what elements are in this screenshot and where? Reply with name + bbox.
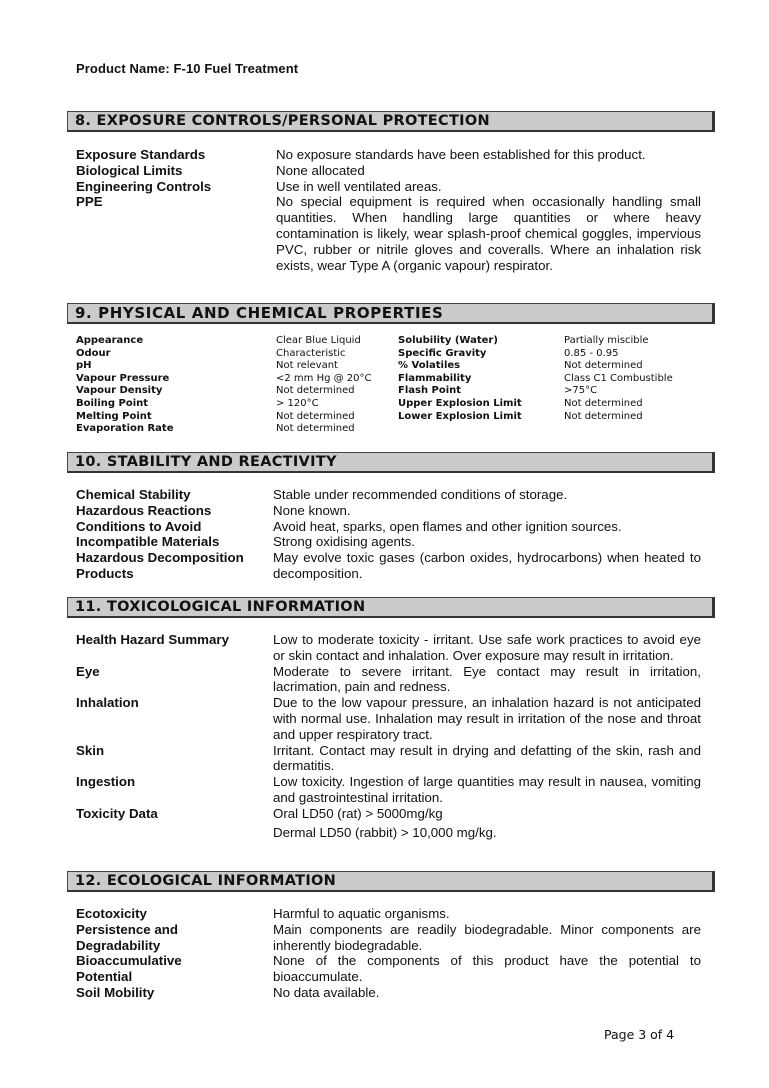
section-10-header: 10. STABILITY AND REACTIVITY — [67, 452, 715, 473]
section-8-body — [76, 147, 701, 273]
label: Health Hazard Summary — [76, 632, 229, 647]
value: Due to the low vapour pressure, an inhalation hazard is not anticipated with normal use. Inhalation may result in irritation of the nose and throat and upper respiratory tract. — [273, 695, 701, 742]
label: Bioaccumulative Potential — [76, 953, 182, 985]
prop-label: Solubility (Water) — [398, 335, 498, 346]
prop-value: > 120°C — [276, 397, 319, 409]
prop-label: pH — [76, 360, 92, 372]
prop-value: Class C1 Combustible — [564, 372, 673, 384]
row-skin — [76, 743, 701, 775]
prop-value: Not determined — [276, 423, 355, 435]
value: Use in well ventilated areas. — [276, 178, 442, 194]
label: Skin — [76, 742, 105, 758]
prop-value: 0.85 - 0.95 — [564, 347, 619, 359]
prop-label: Flammability — [398, 372, 472, 384]
prop-value: Partially miscible — [564, 335, 649, 346]
row-conditions-to-avoid — [76, 519, 701, 535]
value: None allocated — [276, 162, 365, 178]
value: Stable under recommended conditions of storage. — [273, 487, 568, 502]
prop-label: Vapour Pressure — [76, 372, 170, 384]
prop-value: Not determined — [276, 385, 355, 397]
section-11-body — [76, 632, 701, 840]
value: Moderate to severe irritant. Eye contact may result in irritation, lacrimation, pain and redness. — [273, 663, 701, 695]
row-ppe — [76, 194, 701, 273]
label: Hazardous Reactions — [76, 502, 212, 518]
label: Engineering Controls — [76, 178, 212, 194]
label: Toxicity Data — [76, 805, 158, 821]
value: No special equipment is required when occasionally handling small quantities. When handling large quantities or where heavy contamination is likely, wear splash-proof chemical goggles, impervious PVC, rubber or nitrile gloves and coveralls. Where an inhalation risk exists, wear Type A (organic vapour) respirator. — [276, 194, 701, 273]
value: Main components are readily biodegradable. Minor components are inherently biodegradable. — [273, 921, 701, 953]
section-12-header: 12. ECOLOGICAL INFORMATION — [67, 871, 715, 892]
row-hazardous-reactions — [76, 503, 701, 519]
row-soil-mobility — [76, 985, 701, 1001]
prop-label: % Volatiles — [398, 360, 461, 372]
section-10-body — [76, 487, 701, 582]
label: Eye — [76, 663, 100, 679]
row-eye — [76, 664, 701, 696]
value: Low to moderate toxicity - irritant. Use safe work practices to avoid eye or skin contact and inhalation. Over exposure may result in irritation. — [273, 632, 701, 663]
value: No data available. — [273, 984, 380, 1000]
label: Inhalation — [76, 695, 139, 711]
label: Conditions to Avoid — [76, 518, 202, 534]
toxicity-dermal: Dermal LD50 (rabbit) > 10,000 mg/kg. — [273, 824, 497, 840]
prop-label: Flash Point — [398, 385, 462, 397]
prop-label: Lower Explosion Limit — [398, 410, 522, 422]
section-8-header: 8. EXPOSURE CONTROLS/PERSONAL PROTECTION — [67, 111, 715, 132]
prop-value: Not determined — [564, 360, 643, 372]
label: Persistence and Degradability — [76, 921, 178, 953]
label: Exposure Standards — [76, 147, 206, 162]
label: Biological Limits — [76, 162, 183, 178]
empty-cell — [398, 423, 564, 436]
value: Avoid heat, sparks, open flames and other ignition sources. — [273, 518, 622, 534]
value: None known. — [273, 502, 351, 518]
prop-value: Characteristic — [276, 347, 346, 359]
value: Strong oxidising agents. — [273, 534, 415, 550]
prop-label: Odour — [76, 347, 111, 359]
value: Harmful to aquatic organisms. — [273, 906, 450, 921]
prop-value: Not relevant — [276, 360, 338, 372]
prop-value: Not determined — [564, 410, 643, 422]
row-bioaccumulative — [76, 953, 701, 985]
label: Ingestion — [76, 774, 136, 790]
section-11-header: 11. TOXICOLOGICAL INFORMATION — [67, 597, 715, 618]
value: Oral LD50 (rat) > 5000mg/kg — [273, 805, 443, 821]
prop-value: Clear Blue Liquid — [276, 335, 361, 346]
row-health-hazard-summary — [76, 632, 701, 664]
value: May evolve toxic gases (carbon oxides, hydrocarbons) when heated to decomposition. — [273, 550, 701, 581]
prop-label: Specific Gravity — [398, 347, 487, 359]
label: Ecotoxicity — [76, 906, 147, 921]
row-toxicity-data — [76, 806, 701, 822]
value: Low toxicity. Ingestion of large quantities may result in nausea, vomiting and gastrointestinal irritation. — [273, 774, 701, 805]
label: Hazardous Decomposition Products — [76, 550, 244, 581]
row-chemical-stability — [76, 487, 701, 503]
section-9-properties — [76, 335, 706, 436]
row-exposure-standards — [76, 147, 701, 163]
prop-value: <2 mm Hg @ 20°C — [276, 372, 372, 384]
row-ecotoxicity — [76, 906, 701, 922]
page-number: Page 3 of 4 — [604, 1027, 675, 1042]
prop-label: Boiling Point — [76, 397, 149, 409]
row-biological-limits — [76, 163, 701, 179]
value: Irritant. Contact may result in drying and defatting of the skin, rash and dermatitis. — [273, 742, 701, 774]
label: PPE — [76, 194, 103, 210]
section-9-header: 9. PHYSICAL AND CHEMICAL PROPERTIES — [67, 303, 715, 324]
product-name: Product Name: F-10 Fuel Treatment — [76, 61, 299, 76]
value: None of the components of this product have the potential to bioaccumulate. — [273, 953, 701, 985]
section-12-body — [76, 906, 701, 1001]
prop-label: Melting Point — [76, 410, 152, 422]
label: Chemical Stability — [76, 487, 191, 502]
empty-cell — [564, 423, 706, 436]
prop-label: Vapour Density — [76, 385, 163, 397]
label: Incompatible Materials — [76, 534, 220, 550]
prop-value: >75°C — [564, 385, 598, 397]
prop-label: Appearance — [76, 335, 144, 346]
row-persistence — [76, 922, 701, 954]
label: Soil Mobility — [76, 984, 155, 1000]
row-hazardous-decomposition — [76, 550, 701, 582]
prop-value: Not determined — [564, 397, 643, 409]
row-incompatible-materials — [76, 534, 701, 550]
row-ingestion — [76, 774, 701, 806]
prop-label: Evaporation Rate — [76, 423, 174, 435]
row-engineering-controls — [76, 179, 701, 195]
prop-label: Upper Explosion Limit — [398, 397, 522, 409]
row-inhalation — [76, 695, 701, 742]
prop-value: Not determined — [276, 410, 355, 422]
value: No exposure standards have been established for this product. — [276, 147, 646, 162]
